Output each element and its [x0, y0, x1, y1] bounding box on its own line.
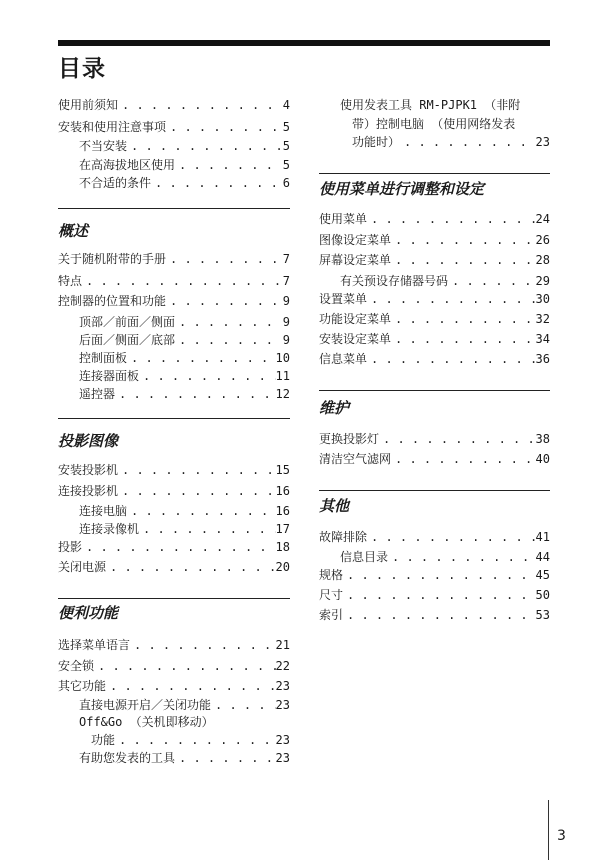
toc-entry[interactable]	[319, 528, 550, 546]
dot-leader	[400, 133, 536, 151]
toc-entry-title: 索引	[319, 608, 344, 622]
toc-subentry[interactable]	[79, 137, 290, 155]
toc-subentry[interactable]	[91, 731, 290, 749]
toc-entry[interactable]	[58, 657, 290, 675]
toc-entry-title: 使用前须知	[58, 98, 119, 112]
toc-entry[interactable]	[58, 482, 290, 500]
toc-entry-title: 使用菜单	[319, 212, 368, 226]
toc-entry-title: 特点	[58, 274, 83, 288]
dot-leader	[151, 174, 283, 192]
section-heading: 便利功能	[58, 604, 119, 622]
dot-leader	[391, 251, 536, 269]
dot-leader	[166, 118, 283, 136]
section-rule	[58, 418, 290, 419]
toc-entry-title: 控制面板	[79, 351, 128, 365]
toc-entry[interactable]	[58, 538, 290, 556]
toc-subentry[interactable]	[79, 331, 290, 349]
dot-leader	[448, 272, 536, 290]
toc-entry-page: 34	[535, 332, 550, 346]
toc-entry-title: 信息目录	[340, 550, 389, 564]
toc-entry-title: 功能	[91, 733, 116, 747]
toc-entry-title: 设置菜单	[319, 292, 368, 306]
section-rule	[58, 598, 290, 599]
toc-subentry[interactable]	[352, 133, 550, 151]
dot-leader	[127, 349, 276, 367]
toc-subentry[interactable]	[79, 367, 290, 385]
dot-leader	[118, 96, 283, 114]
toc-entry-page: 23	[275, 679, 290, 693]
toc-entry-title: 有助您发表的工具	[79, 751, 176, 765]
toc-entry-page: 12	[275, 387, 290, 401]
dot-leader	[82, 538, 276, 556]
dot-leader	[115, 385, 276, 403]
toc-entry-page: 38	[535, 432, 550, 446]
dot-leader	[130, 636, 276, 654]
toc-entry[interactable]	[58, 250, 290, 268]
toc-entry-title: 控制器的位置和功能	[58, 294, 167, 308]
dot-leader	[175, 331, 283, 349]
toc-entry[interactable]	[58, 677, 290, 695]
toc-entry-page: 5	[282, 158, 290, 172]
toc-entry[interactable]	[319, 231, 550, 249]
dot-leader	[175, 313, 283, 331]
section-rule	[58, 208, 290, 209]
toc-entry[interactable]	[58, 272, 290, 290]
toc-entry-page: 6	[282, 176, 290, 190]
toc-entry-page: 23	[275, 751, 290, 765]
toc-entry-page: 7	[282, 274, 290, 288]
toc-entry[interactable]	[58, 96, 290, 114]
toc-entry-title: 连接投影机	[58, 484, 119, 498]
toc-entry-title: 尺寸	[319, 588, 344, 602]
toc-subentry[interactable]	[79, 156, 290, 174]
section-rule	[319, 173, 550, 174]
dot-leader	[391, 330, 536, 348]
toc-entry-page: 45	[535, 568, 550, 582]
dot-leader	[391, 450, 536, 468]
page-title: 目录	[58, 56, 106, 82]
toc-entry-title: 遥控器	[79, 387, 116, 401]
toc-entry-title: 更换投影灯	[319, 432, 380, 446]
toc-entry-page: 24	[535, 212, 550, 226]
toc-entry-page: 23	[275, 698, 290, 712]
toc-subentry-line: 带）控制电脑 （使用网络发表	[352, 117, 516, 131]
toc-subentry[interactable]	[79, 520, 290, 538]
toc-entry-title: 屏幕设定菜单	[319, 253, 392, 267]
dot-leader	[175, 156, 283, 174]
toc-entry[interactable]	[319, 210, 550, 228]
toc-entry-page: 11	[275, 369, 290, 383]
toc-entry[interactable]	[319, 350, 550, 368]
toc-entry-title: 清洁空气滤网	[319, 452, 392, 466]
toc-entry-page: 41	[535, 530, 550, 544]
page-number: 3	[557, 828, 566, 844]
toc-subentry[interactable]	[340, 272, 550, 290]
toc-entry-title: 选择菜单语言	[58, 638, 131, 652]
toc-entry-page: 44	[535, 550, 550, 564]
toc-subentry-line: 使用发表工具 RM-PJPK1 （非附	[340, 98, 521, 112]
toc-subentry[interactable]	[79, 749, 290, 767]
toc-entry-title: 连接录像机	[79, 522, 140, 536]
dot-leader	[106, 677, 276, 695]
toc-entry[interactable]	[58, 118, 290, 136]
toc-entry-page: 21	[275, 638, 290, 652]
toc-entry-page: 16	[275, 484, 290, 498]
dot-leader	[175, 749, 276, 767]
section-heading: 维护	[319, 399, 350, 417]
toc-entry[interactable]	[58, 461, 290, 479]
dot-leader	[127, 137, 283, 155]
toc-entry[interactable]	[319, 606, 550, 624]
toc-entry-title: 有关预设存储器号码	[340, 274, 449, 288]
toc-entry-page: 26	[535, 233, 550, 247]
dot-leader	[343, 606, 536, 624]
toc-subentry[interactable]	[79, 696, 290, 714]
toc-entry-title: 故障排除	[319, 530, 368, 544]
dot-leader	[166, 250, 283, 268]
toc-entry-page: 23	[535, 135, 550, 149]
toc-subentry[interactable]	[79, 385, 290, 403]
toc-entry-title: 图像设定菜单	[319, 233, 392, 247]
dot-leader	[94, 657, 276, 675]
toc-entry-page: 20	[275, 560, 290, 574]
toc-entry-title: 关闭电源	[58, 560, 107, 574]
toc-entry-page: 29	[535, 274, 550, 288]
dot-leader	[139, 520, 276, 538]
toc-entry-page: 4	[282, 98, 290, 112]
toc-entry[interactable]	[319, 251, 550, 269]
toc-entry-title: 功能时）	[352, 135, 401, 149]
toc-entry-title: 其它功能	[58, 679, 107, 693]
toc-entry-page: 28	[535, 253, 550, 267]
dot-leader	[391, 310, 536, 328]
toc-entry-page: 16	[275, 504, 290, 518]
toc-entry-page: 32	[535, 312, 550, 326]
toc-entry-title: 顶部／前面／侧面	[79, 315, 176, 329]
toc-entry-title: 后面／侧面／底部	[79, 333, 176, 347]
dot-leader	[139, 367, 276, 385]
dot-leader	[127, 502, 276, 520]
toc-entry-page: 9	[282, 315, 290, 329]
section-rule	[319, 390, 550, 391]
dot-leader	[367, 210, 536, 228]
toc-entry-title: 信息菜单	[319, 352, 368, 366]
section-heading: 概述	[58, 222, 89, 240]
dot-leader	[118, 482, 276, 500]
toc-entry-title: 不当安装	[79, 139, 128, 153]
toc-entry-page: 5	[282, 120, 290, 134]
toc-entry-title: 安装和使用注意事项	[58, 120, 167, 134]
toc-entry-title: 不合适的条件	[79, 176, 152, 190]
page-edge-rule	[548, 800, 549, 860]
toc-entry-page: 7	[282, 252, 290, 266]
dot-leader	[106, 558, 276, 576]
toc-subentry-line: Off&Go （关机即移动）	[79, 715, 214, 729]
dot-leader	[82, 272, 283, 290]
toc-entry-title: 安全锁	[58, 659, 95, 673]
section-rule	[319, 490, 550, 491]
section-heading: 投影图像	[58, 432, 119, 450]
toc-entry-page: 53	[535, 608, 550, 622]
toc-subentry[interactable]	[340, 548, 550, 566]
toc-entry-title: 投影	[58, 540, 83, 554]
dot-leader	[115, 731, 276, 749]
toc-entry-title: 直接电源开启／关闭功能	[79, 698, 212, 712]
dot-leader	[343, 566, 536, 584]
toc-entry-title: 连接器面板	[79, 369, 140, 383]
toc-entry-page: 36	[535, 352, 550, 366]
toc-entry[interactable]	[319, 450, 550, 468]
toc-entry-page: 9	[282, 333, 290, 347]
toc-entry-title: 功能设定菜单	[319, 312, 392, 326]
title-bar-rule	[58, 40, 550, 46]
toc-entry-page: 40	[535, 452, 550, 466]
toc-entry[interactable]	[319, 330, 550, 348]
toc-entry[interactable]	[319, 586, 550, 604]
dot-leader	[388, 548, 536, 566]
toc-entry[interactable]	[319, 430, 550, 448]
toc-entry-page: 18	[275, 540, 290, 554]
toc-subentry[interactable]	[79, 502, 290, 520]
toc-subentry[interactable]	[79, 313, 290, 331]
toc-entry-title: 规格	[319, 568, 344, 582]
toc-entry-page: 15	[275, 463, 290, 477]
toc-entry[interactable]	[319, 290, 550, 308]
toc-entry[interactable]	[319, 310, 550, 328]
dot-leader	[367, 528, 536, 546]
dot-leader	[367, 350, 536, 368]
dot-leader	[379, 430, 536, 448]
section-heading: 其他	[319, 497, 350, 515]
dot-leader	[367, 290, 536, 308]
toc-entry-page: 22	[275, 659, 290, 673]
toc-entry-page: 5	[282, 139, 290, 153]
dot-leader	[343, 586, 536, 604]
dot-leader	[118, 461, 276, 479]
section-heading: 使用菜单进行调整和设定	[319, 180, 485, 198]
toc-entry-title: 安装设定菜单	[319, 332, 392, 346]
toc-subentry[interactable]	[79, 349, 290, 367]
toc-subentry[interactable]	[79, 174, 290, 192]
dot-leader	[391, 231, 536, 249]
toc-entry[interactable]	[58, 636, 290, 654]
toc-entry-page: 10	[275, 351, 290, 365]
dot-leader	[166, 292, 283, 310]
toc-entry-page: 17	[275, 522, 290, 536]
toc-entry[interactable]	[58, 558, 290, 576]
toc-entry-page: 30	[535, 292, 550, 306]
toc-entry[interactable]	[319, 566, 550, 584]
toc-entry-title: 连接电脑	[79, 504, 128, 518]
toc-entry-page: 50	[535, 588, 550, 602]
toc-entry-title: 在高海拔地区使用	[79, 158, 176, 172]
toc-entry-page: 9	[282, 294, 290, 308]
toc-entry-title: 关于随机附带的手册	[58, 252, 167, 266]
toc-entry-title: 安装投影机	[58, 463, 119, 477]
toc-entry-page: 23	[275, 733, 290, 747]
dot-leader	[211, 696, 276, 714]
toc-entry[interactable]	[58, 292, 290, 310]
